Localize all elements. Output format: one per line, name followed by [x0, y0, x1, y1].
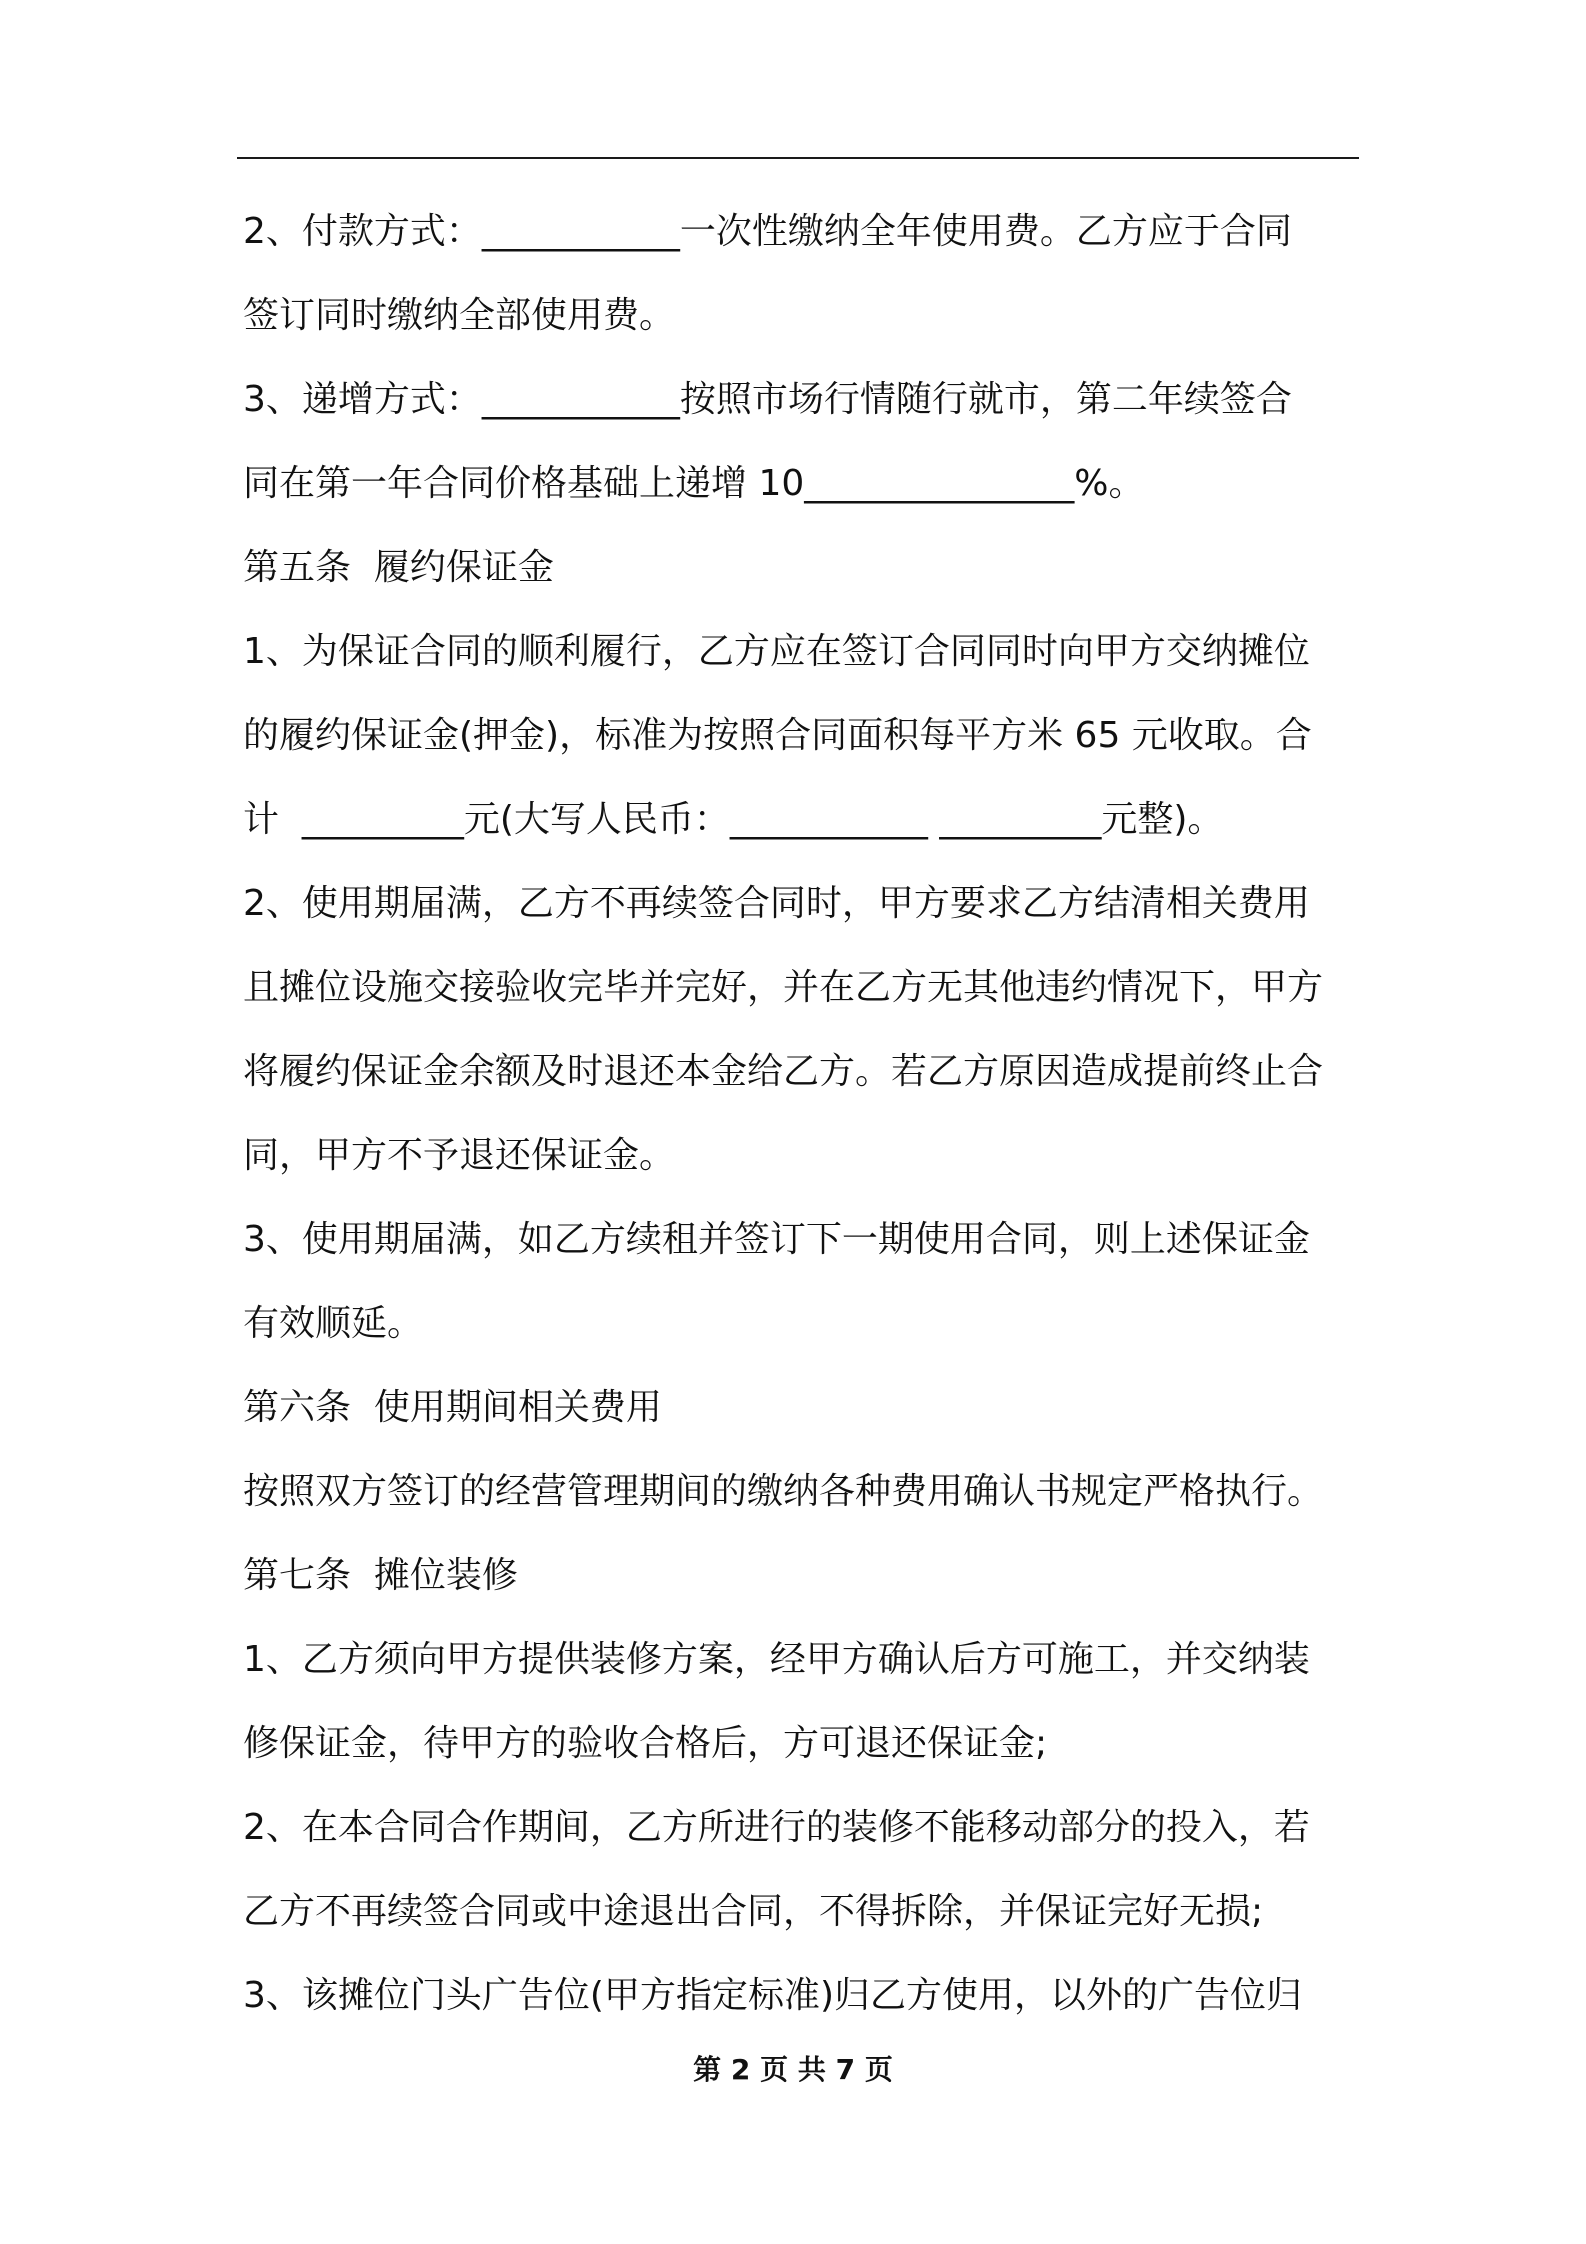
text-line: 同，甲方不予退还保证金。 — [243, 1135, 676, 1176]
text-line: 按照双方签订的经营管理期间的缴纳各种费用确认书规定严格执行。 — [243, 1471, 1324, 1512]
section-heading: 第六条 使用期间相关费用 — [243, 1387, 662, 1428]
section-heading: 第五条 履约保证金 — [243, 547, 554, 588]
text-line: 的履约保证金(押金)，标准为按照合同面积每平方米 65 元收取。合 — [243, 715, 1312, 756]
text-line: 修保证金，待甲方的验收合格后，方可退还保证金; — [243, 1723, 1048, 1764]
text-line: 3、该摊位门头广告位(甲方指定标准)归乙方使用，以外的广告位归 — [243, 1975, 1302, 2016]
text-line: 2、付款方式：___________一次性缴纳全年使用费。乙方应于合同 — [243, 211, 1292, 252]
text-line: 有效顺延。 — [243, 1303, 424, 1344]
text-line: 计 _________元(大写人民币：___________ _________元整)。 — [243, 799, 1224, 840]
text-line: 2、使用期届满，乙方不再续签合同时，甲方要求乙方结清相关费用 — [243, 883, 1310, 924]
text-line: 3、使用期届满，如乙方续租并签订下一期使用合同，则上述保证金 — [243, 1219, 1310, 1260]
text-line: 签订同时缴纳全部使用费。 — [243, 295, 676, 336]
document-body — [243, 190, 1363, 2038]
text-line: 3、递增方式：___________按照市场行情随行就市，第二年续签合 — [243, 379, 1292, 420]
text-line: 2、在本合同合作期间，乙方所进行的装修不能移动部分的投入，若 — [243, 1807, 1310, 1848]
text-line: 同在第一年合同价格基础上递增 10_______________%。 — [243, 463, 1145, 504]
header-rule — [237, 157, 1359, 159]
text-line: 将履约保证金余额及时退还本金给乙方。若乙方原因造成提前终止合 — [243, 1051, 1324, 1092]
text-line: 1、乙方须向甲方提供装修方案，经甲方确认后方可施工，并交纳装 — [243, 1639, 1310, 1680]
text-line: 且摊位设施交接验收完毕并完好，并在乙方无其他违约情况下，甲方 — [243, 967, 1324, 1008]
text-line: 乙方不再续签合同或中途退出合同，不得拆除，并保证完好无损; — [243, 1891, 1264, 1932]
page-number: 第 2 页 共 7 页 — [693, 2053, 893, 2086]
section-heading: 第七条 摊位装修 — [243, 1555, 518, 1596]
text-line: 1、为保证合同的顺利履行，乙方应在签订合同同时向甲方交纳摊位 — [243, 631, 1310, 672]
